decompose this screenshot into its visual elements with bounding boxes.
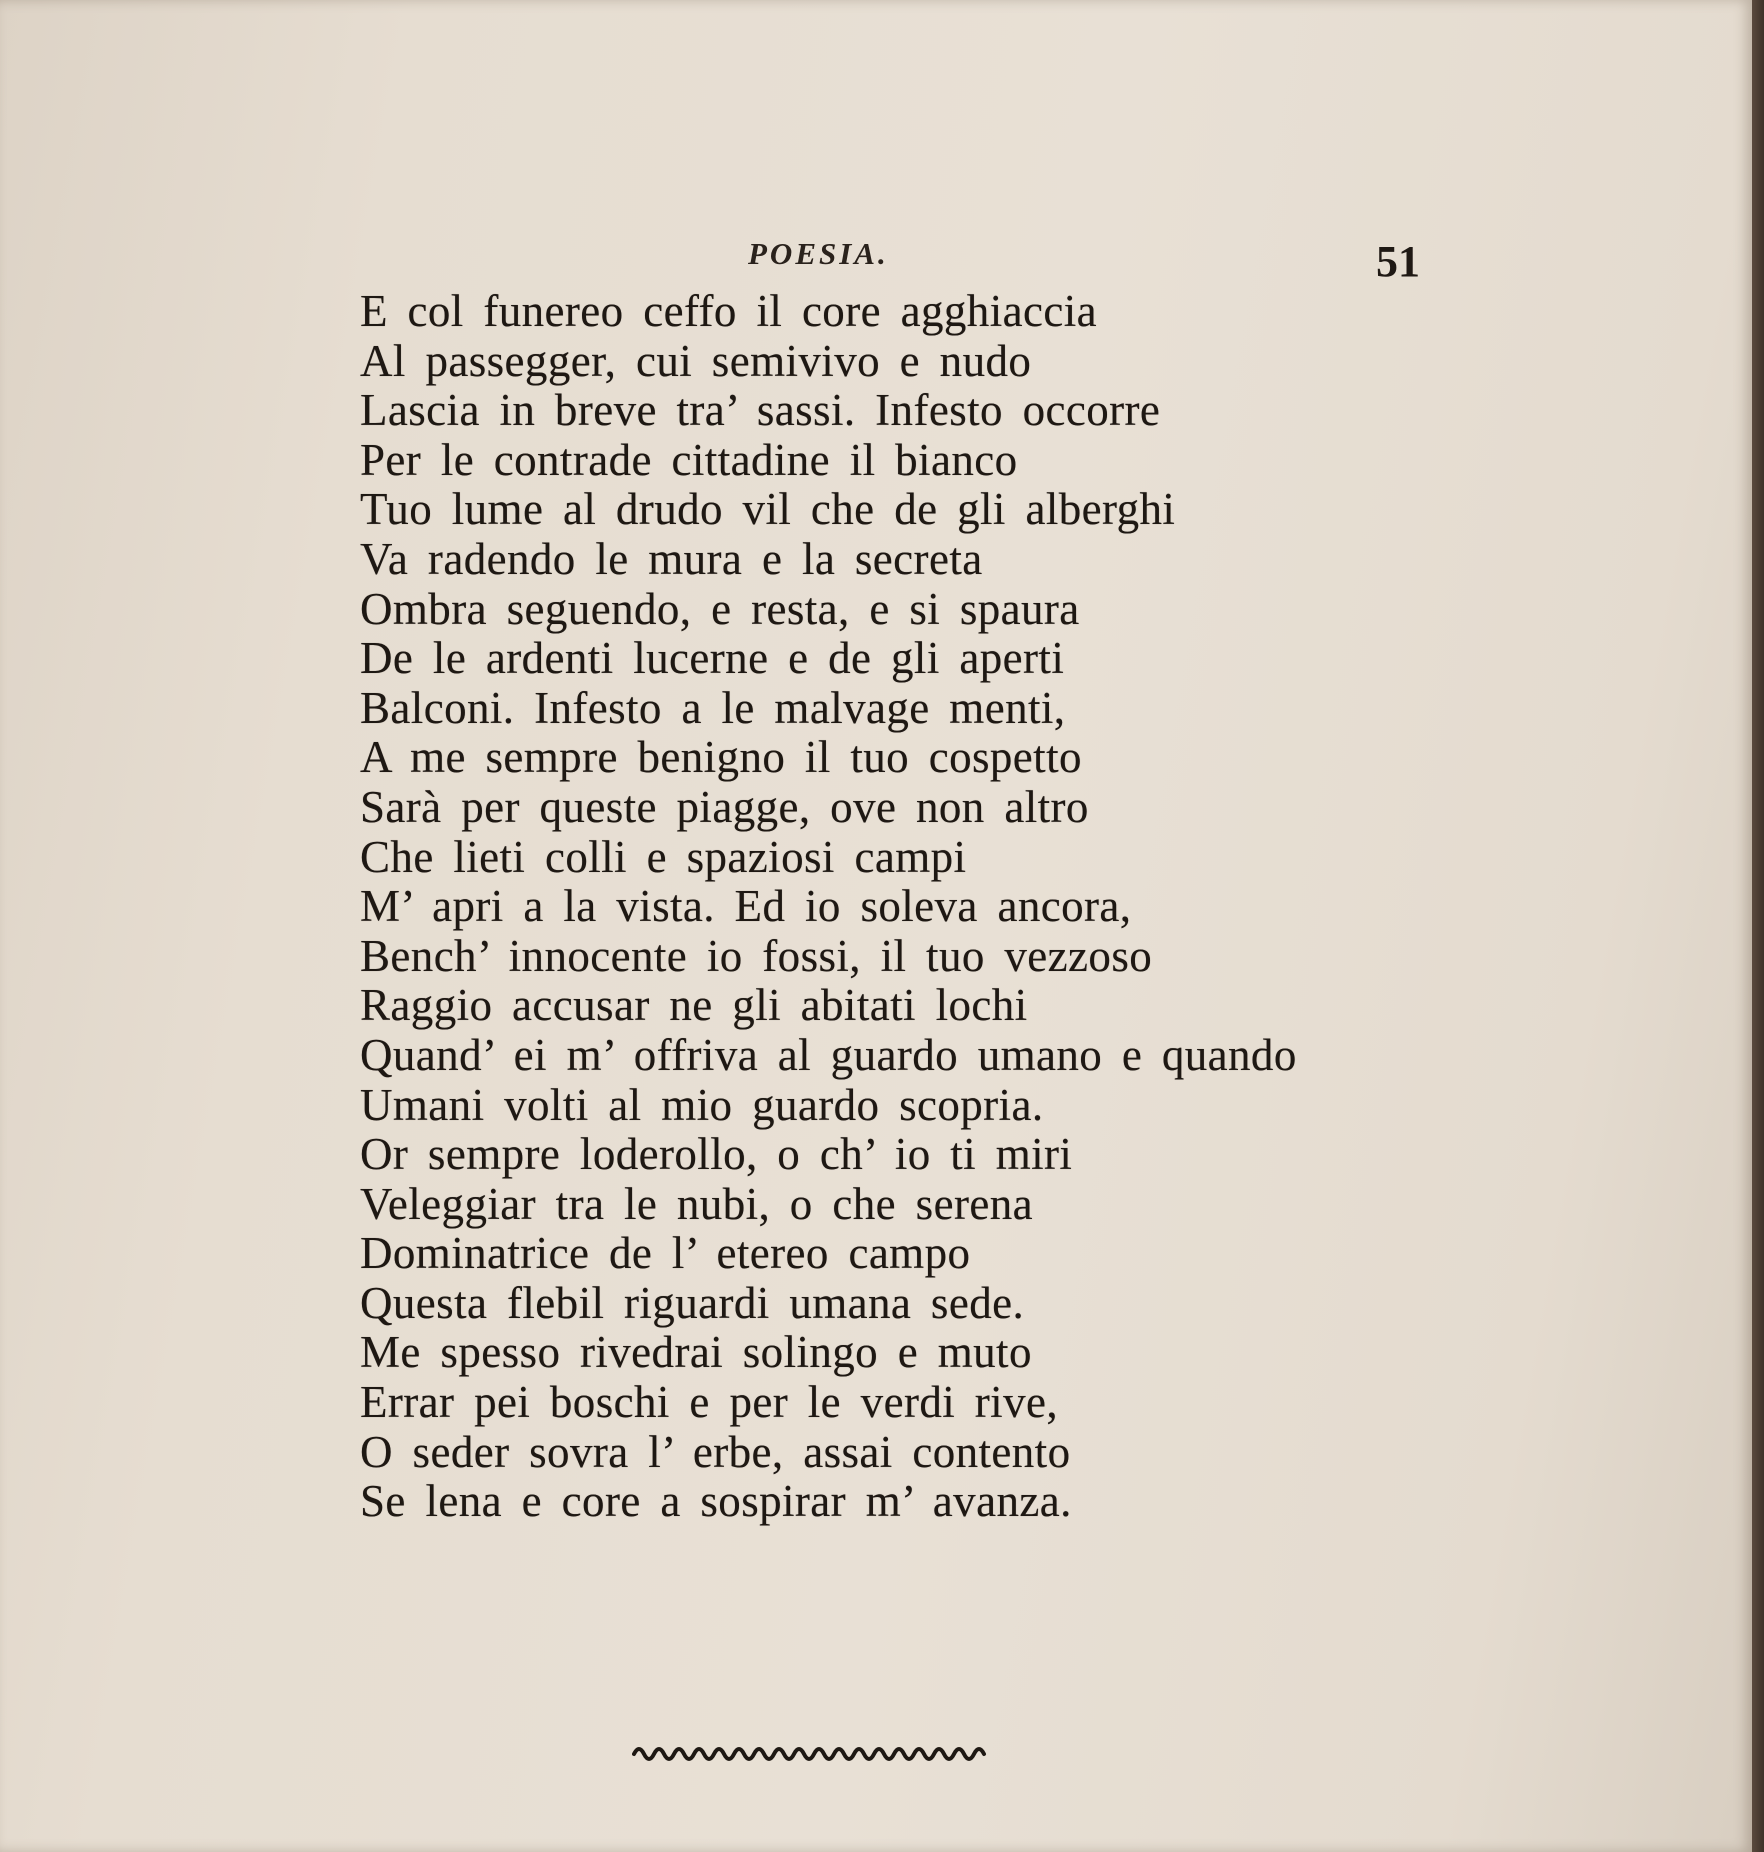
poem-line: Dominatrice de l’ etereo campo — [360, 1228, 971, 1279]
poem-line: Questa flebil riguardi umana sede. — [360, 1277, 1025, 1328]
poem-body — [360, 287, 1380, 1527]
poem-line: E col funereo ceffo il core agghiaccia — [360, 286, 1097, 336]
poem-line: Raggio accusar ne gli abitati lochi — [360, 980, 1028, 1031]
poem-line: Che lieti colli e spaziosi campi — [360, 831, 967, 882]
poem-line: Per le contrade cittadine il bianco — [360, 434, 1018, 485]
poem-line: Veleggiar tra le nubi, o che serena — [360, 1178, 1033, 1229]
poem-line: Me spesso rivedrai solingo e muto — [360, 1327, 1032, 1378]
wavy-rule-ornament — [632, 1740, 992, 1768]
poem-line: Umani volti al mio guardo scopria. — [360, 1079, 1044, 1130]
running-head: POESIA. — [748, 236, 889, 271]
poem-line: Tuo lume al drudo vil che de gli alberghi — [360, 484, 1176, 535]
book-binding-edge — [1752, 0, 1764, 1852]
poem-line: Bench’ innocente io fossi, il tuo vezzoso — [360, 930, 1153, 981]
page-number: 51 — [1376, 237, 1420, 286]
poem-line: O seder sovra l’ erbe, assai contento — [360, 1426, 1071, 1477]
poem-line: Errar pei boschi e per le verdi rive, — [360, 1377, 1059, 1428]
poem-line: Balconi. Infesto a le malvage menti, — [360, 682, 1066, 733]
poem-line: M’ apri a la vista. Ed io soleva ancora, — [360, 881, 1132, 932]
poem-line: A me sempre benigno il tuo cospetto — [360, 732, 1082, 783]
poem-line: Lascia in breve tra’ sassi. Infesto occorre — [360, 385, 1161, 436]
poem-line: Quand’ ei m’ offriva al guardo umano e quando — [360, 1029, 1297, 1080]
poem-line: De le ardenti lucerne e de gli aperti — [360, 633, 1065, 684]
poem-line: Se lena e core a sospirar m’ avanza. — [360, 1476, 1072, 1527]
poem-line: Ombra seguendo, e resta, e si spaura — [360, 583, 1080, 634]
poem-line: Al passegger, cui semivivo e nudo — [360, 335, 1032, 386]
poem-line: Or sempre loderollo, o ch’ io ti miri — [360, 1129, 1073, 1180]
poem-line: Sarà per queste piagge, ove non altro — [360, 781, 1089, 832]
poem-line: Va radendo le mura e la secreta — [360, 533, 983, 584]
